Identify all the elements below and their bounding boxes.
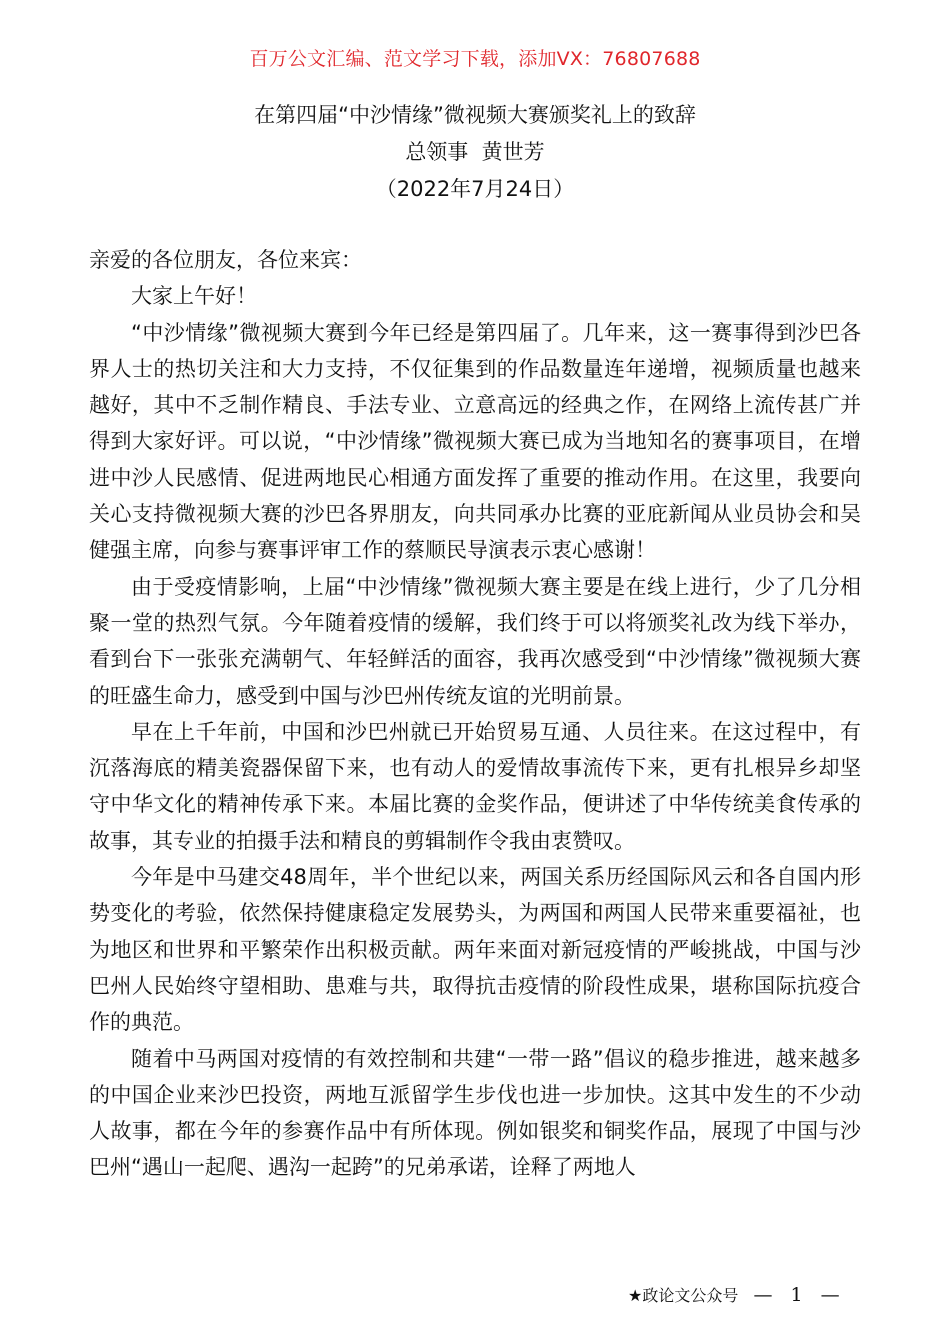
paragraph-greeting: 大家上午好！ — [131, 284, 257, 309]
page-footer — [628, 1283, 846, 1308]
salutation: 亲爱的各位朋友，各位来宾： — [89, 248, 362, 272]
page-number: — 1 — — [753, 1284, 846, 1306]
document-title: 在第四届“中沙情缘”微视频大赛颁奖礼上的致辞 — [254, 103, 696, 127]
paragraph: 由于受疫情影响，上届“中沙情缘”微视频大赛主要是在线上进行，少了几分相聚一堂的热烈气氛。今年随着疫情的缓解，我们终于可以将颁奖礼改为线下举办，看到台下一张张充满朝气、年轻鲜活的面容，我再次感受到“中沙情缘”微视频大赛的旺盛生命力，感受到中国与沙巴州传统友谊的光明前景。 — [89, 574, 861, 708]
paragraph: 随着中马两国对疫情的有效控制和共建“一带一路”倡议的稳步推进，越来越多的中国企业来沙巴投资，两地互派留学生步伐也进一步加快。这其中发生的不少动人故事，都在今年的参赛作品中有所体现。例如银奖和铜奖作品，展现了中国与沙巴州“遇山一起爬、遇沟一起跨”的兄弟承诺，诠释了两地人 — [89, 1046, 861, 1180]
document-author: 总领事 黄世芳 — [405, 140, 545, 164]
document-body — [89, 242, 861, 1186]
document-header — [0, 97, 950, 208]
download-banner: 百万公文汇编、范文学习下载，添加VX：76807688 — [249, 48, 701, 70]
paragraph: “中沙情缘”微视频大赛到今年已经是第四届了。几年来，这一赛事得到沙巴各界人士的热切关注和大力支持，不仅征集到的作品数量连年递增，视频质量也越来越好，其中不乏制作精良、手法专业、立意高远的经典之作，在网络上流传甚广并得到大家好评。可以说，“中沙情缘”微视频大赛已成为当地知名的赛事项目，在增进中沙人民感情、促进两地民心相通方面发挥了重要的推动作用。在这里，我要向关心支持微视频大赛的沙巴各界朋友，向共同承办比赛的亚庇新闻从业员协会和吴健强主席，向参与赛事评审工作的蔡顺民导演表示衷心感谢！ — [89, 320, 861, 563]
paragraph: 早在上千年前，中国和沙巴州就已开始贸易互通、人员往来。在这过程中，有沉落海底的精美瓷器保留下来，也有动人的爱情故事流传下来，更有扎根异乡却坚守中华文化的精神传承下来。本届比赛的金奖作品，便讲述了中华传统美食传承的故事，其专业的拍摄手法和精良的剪辑制作令我由衷赞叹。 — [89, 719, 861, 853]
paragraph: 今年是中马建交48周年，半个世纪以来，两国关系历经国际风云和各自国内形势变化的考验，依然保持健康稳定发展势头，为两国和两国人民带来重要福祉，也为地区和世界和平繁荣作出积极贡献。两年来面对新冠疫情的严峻挑战，中国与沙巴州人民始终守望相助、患难与共，取得抗击疫情的阶段性成果，堪称国际抗疫合作的典范。 — [89, 865, 861, 1035]
footer-source: ★政论文公众号 — [628, 1286, 739, 1305]
document-date: （2022年7月24日） — [375, 177, 575, 201]
